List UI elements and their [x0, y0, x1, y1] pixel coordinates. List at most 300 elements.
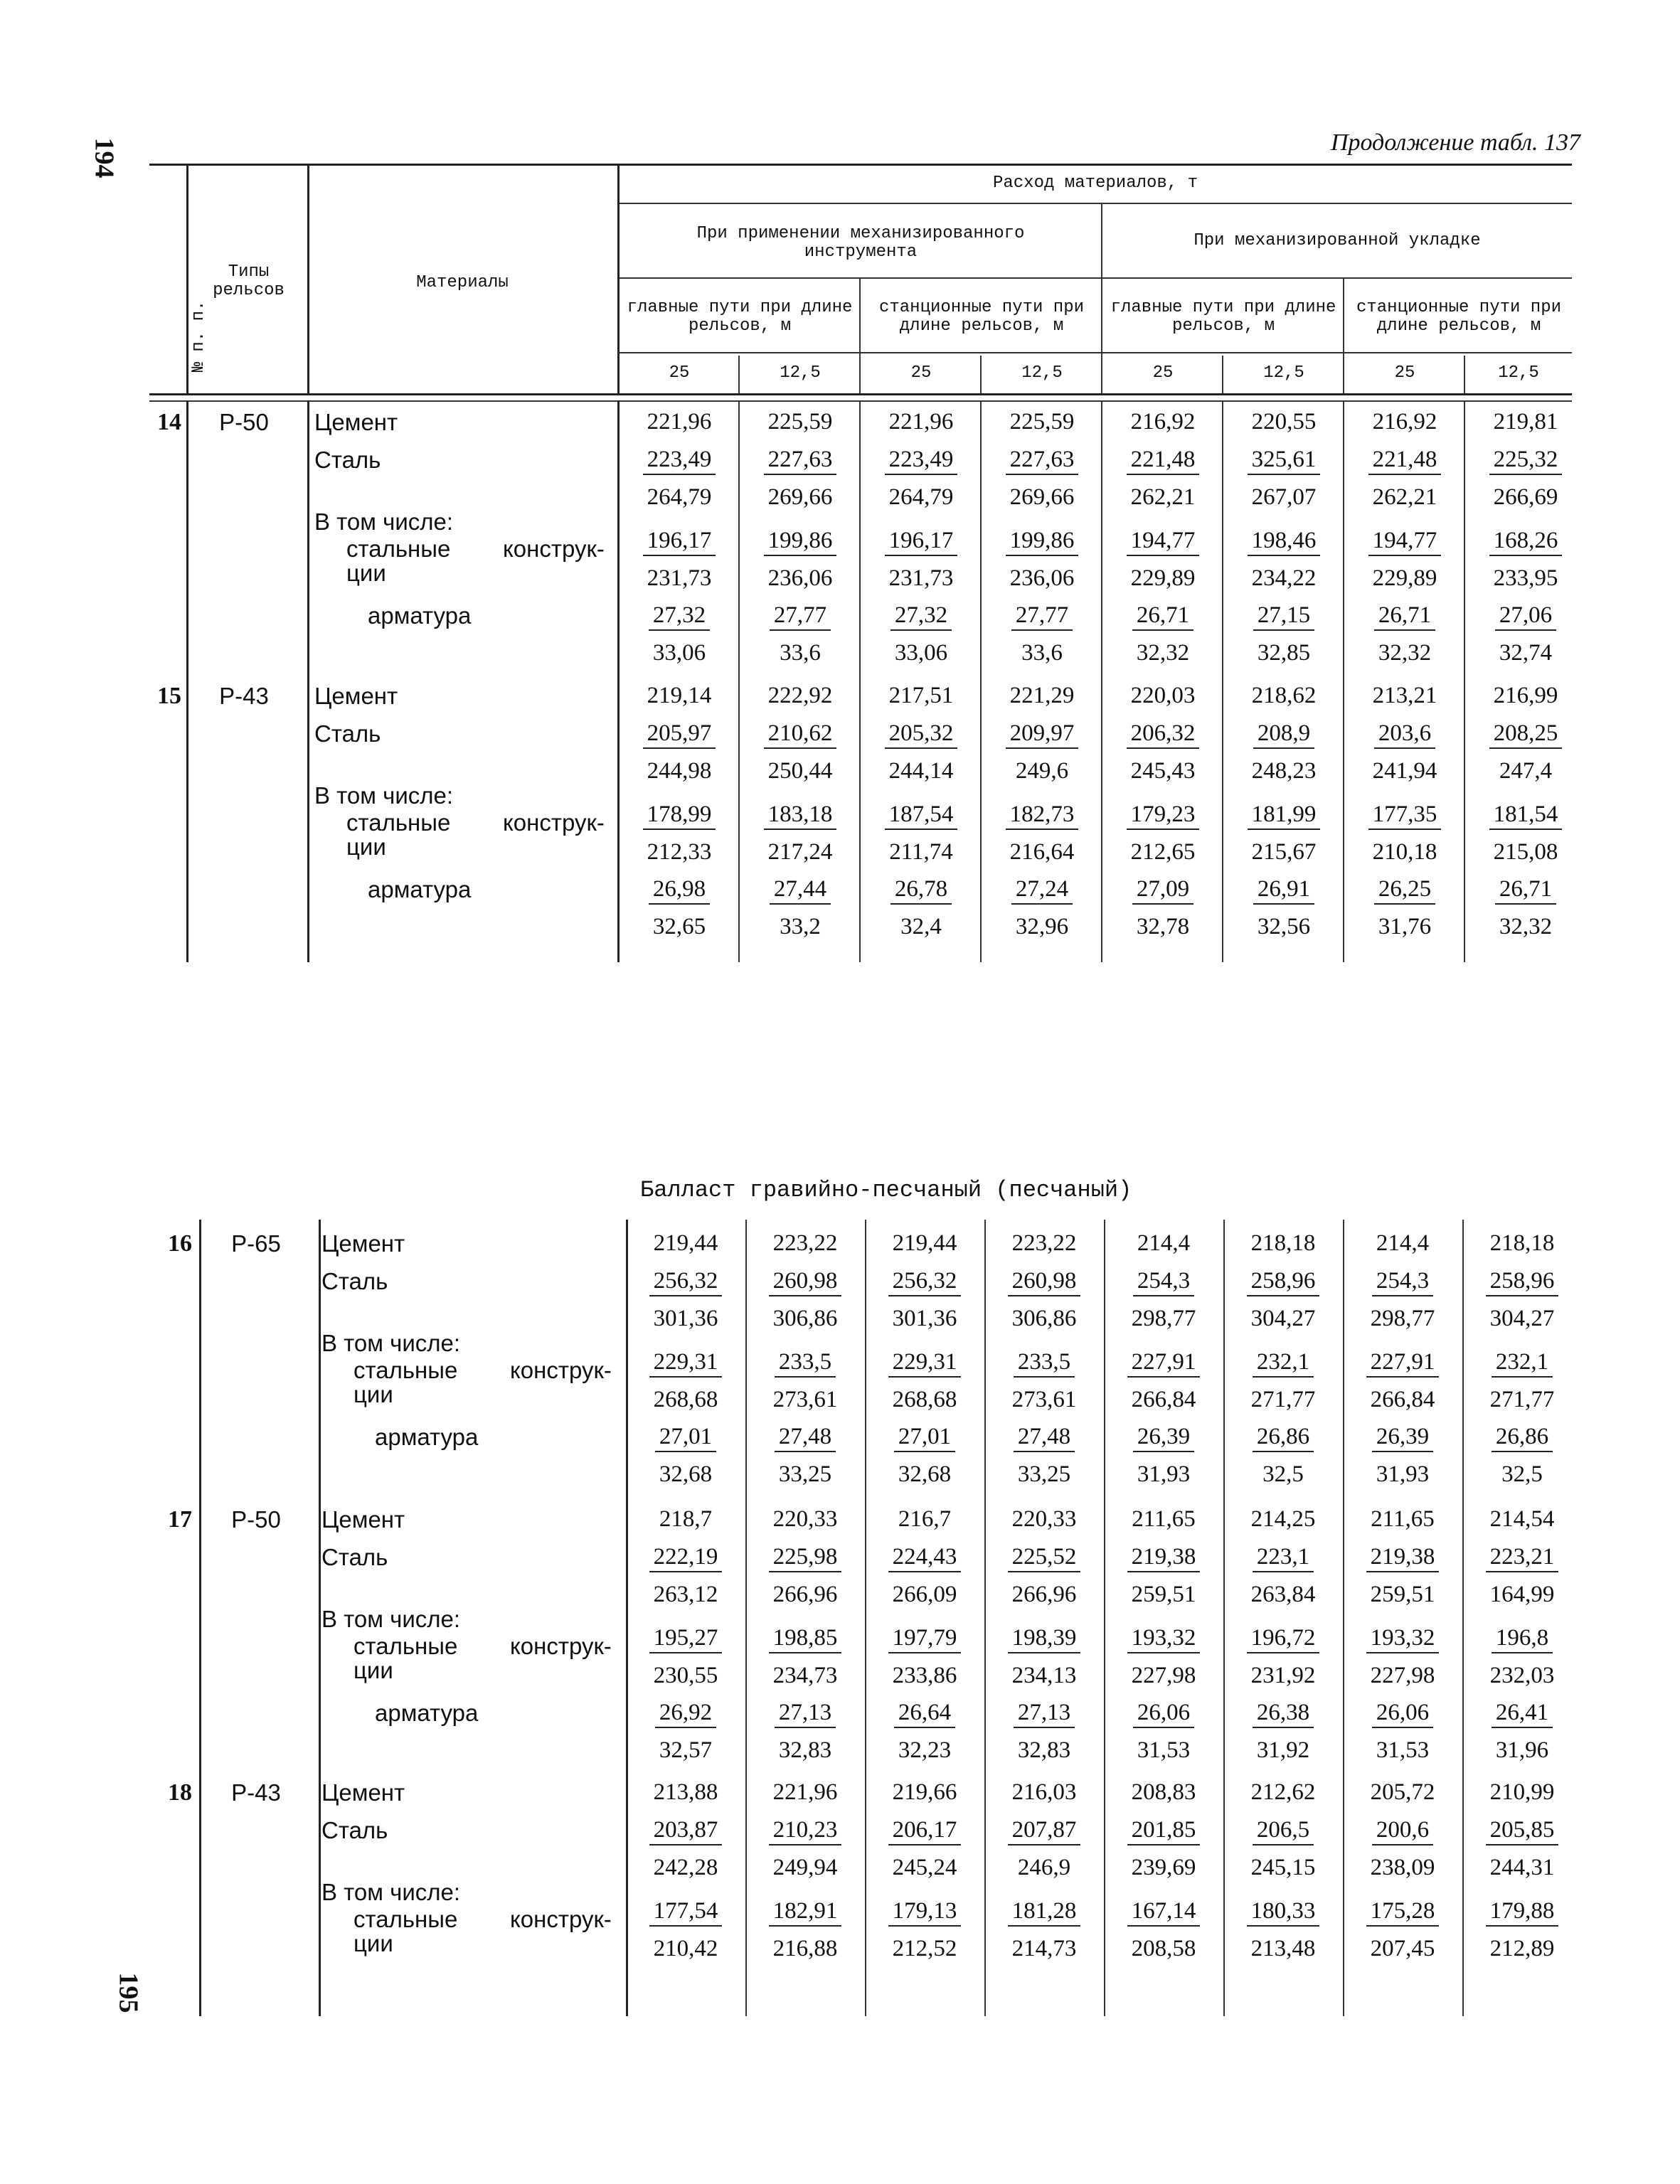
table-cell: [865, 1737, 984, 1764]
cell-value: 26,86: [1253, 1424, 1314, 1452]
material-steel-struct: стальные: [353, 1633, 458, 1659]
table-cell: [740, 876, 861, 902]
table-cell: [1223, 914, 1344, 940]
cell-value: 304,27: [1489, 1306, 1555, 1331]
table-cell: [1104, 1349, 1223, 1375]
table-cell: [861, 447, 982, 473]
table-cell: [984, 1700, 1104, 1726]
cell-value: 26,41: [1492, 1700, 1553, 1728]
cell-value: 222,19: [649, 1544, 723, 1572]
cell-value: 220,33: [772, 1506, 838, 1532]
cell-value: 211,74: [889, 839, 953, 865]
material-incl: В том числе:: [314, 782, 454, 809]
cell-value: 239,69: [1131, 1855, 1196, 1880]
cell-value: 32,65: [652, 914, 706, 939]
row-number: 14: [157, 409, 181, 435]
table-cell: [619, 484, 740, 511]
sub-station-b: станционные пути при длине рельсов, м: [1356, 298, 1562, 336]
material-incl: В том числе:: [314, 508, 454, 535]
vline-c10: [1462, 1220, 1464, 2016]
cell-value: 214,54: [1489, 1506, 1555, 1532]
len-25-3: 25: [1152, 363, 1174, 383]
table-cell: [1223, 484, 1344, 511]
material-steel-struct: стальные: [353, 1906, 458, 1932]
table-cell: [619, 528, 740, 554]
cell-value: 227,98: [1370, 1663, 1435, 1688]
table-cell: [1343, 1268, 1462, 1294]
material-cement: Цемент: [321, 1779, 405, 1806]
col-rail-header: Типы рельсов: [213, 262, 285, 300]
table-cell: [745, 1506, 865, 1533]
table-cell: [626, 1461, 745, 1488]
table-cell: [1223, 839, 1344, 865]
table-cell: [1462, 1306, 1582, 1332]
table-cell: [865, 1779, 984, 1806]
cell-value: 212,62: [1250, 1779, 1316, 1805]
table-cell: [745, 1268, 865, 1294]
rail-type: Р-50: [219, 409, 269, 435]
table-cell: [861, 683, 982, 709]
table-cell: [626, 1230, 745, 1257]
table-cell: [984, 1898, 1104, 1924]
cell-value: 27,13: [1014, 1700, 1075, 1728]
cell-value: 233,86: [892, 1663, 957, 1688]
cell-value: 221,96: [888, 409, 954, 435]
cell-value: 298,77: [1370, 1306, 1435, 1331]
table-cell: [865, 1544, 984, 1570]
table-cell: [865, 1230, 984, 1257]
cell-value: 227,91: [1127, 1349, 1201, 1378]
table-cell: [865, 1306, 984, 1332]
cell-value: 210,99: [1489, 1779, 1555, 1805]
cell-value: 180,33: [1247, 1898, 1320, 1927]
table-cell: [982, 565, 1102, 592]
table-cell: [1462, 1461, 1582, 1488]
cell-value: 306,86: [772, 1306, 838, 1331]
table-cell: [1223, 409, 1344, 435]
table-cell: [984, 1737, 1104, 1764]
cell-value: 33,25: [1017, 1461, 1071, 1487]
cell-value: 31,93: [1137, 1461, 1191, 1487]
table-cell: [1102, 683, 1223, 709]
material-incl: В том числе:: [321, 1330, 461, 1356]
material-struct-end: ции: [353, 1381, 393, 1407]
table-cell: [1102, 602, 1223, 629]
cell-value: 264,79: [647, 484, 712, 510]
cell-value: 266,84: [1370, 1387, 1435, 1412]
table-cell: [1343, 1306, 1462, 1332]
cell-value: 33,6: [1021, 640, 1063, 666]
cell-value: 33,25: [778, 1461, 832, 1487]
table-cell: [619, 720, 740, 747]
material-cement: Цемент: [314, 683, 398, 709]
table-cell: [984, 1461, 1104, 1488]
table-cell: [1343, 1506, 1462, 1533]
table-cell: [626, 1700, 745, 1726]
table-cell: [984, 1936, 1104, 1962]
table-cell: [1223, 876, 1344, 902]
cell-value: 245,43: [1130, 758, 1196, 784]
table-cell: [1344, 801, 1465, 828]
cell-value: 254,3: [1133, 1268, 1194, 1296]
table-cell: [982, 801, 1102, 828]
cell-value: 236,06: [1009, 565, 1075, 591]
cell-value: 181,99: [1248, 801, 1321, 830]
cell-value: 229,89: [1372, 565, 1437, 591]
header-rule-2a: [619, 277, 1102, 279]
cell-value: 210,23: [769, 1817, 842, 1845]
table-cell: [861, 409, 982, 435]
cell-value: 262,21: [1130, 484, 1196, 510]
rail-type: Р-50: [231, 1506, 281, 1533]
table-cell: [745, 1387, 865, 1413]
table-cell: [1465, 801, 1586, 828]
material-struct-suffix: конструк-: [503, 536, 605, 562]
table-cell: [1343, 1230, 1462, 1257]
cell-value: 219,66: [892, 1779, 957, 1805]
table-cell: [982, 528, 1102, 554]
cell-value: 258,96: [1486, 1268, 1559, 1296]
cell-value: 33,06: [652, 640, 706, 666]
cell-value: 259,51: [1131, 1582, 1196, 1607]
table-cell: [861, 876, 982, 902]
vline-c4: [745, 1220, 747, 2016]
table-cell: [1465, 447, 1586, 473]
cell-value: 216,99: [1493, 683, 1558, 708]
table-cell: [1223, 1306, 1343, 1332]
cell-value: 179,23: [1127, 801, 1200, 830]
table-cell: [1223, 1700, 1343, 1726]
cell-value: 220,55: [1251, 409, 1317, 435]
table-cell: [626, 1663, 745, 1689]
cell-value: 177,54: [649, 1898, 723, 1927]
table-cell: [865, 1461, 984, 1488]
table-cell: [984, 1306, 1104, 1332]
table-cell: [1223, 683, 1344, 709]
table-cell: [861, 801, 982, 828]
material-rebar: арматура: [375, 1700, 479, 1726]
cell-value: 194,77: [1368, 528, 1442, 556]
table-cell: [1343, 1461, 1462, 1488]
consumption-header: Расход материалов, т: [992, 174, 1198, 193]
cell-value: 211,65: [1132, 1506, 1196, 1532]
table-cell: [1344, 484, 1465, 511]
table-cell: [984, 1663, 1104, 1689]
material-steel: Сталь: [321, 1817, 388, 1843]
cell-value: 301,36: [892, 1306, 957, 1331]
table-cell: [1223, 758, 1344, 784]
cell-value: 32,32: [1378, 640, 1432, 666]
table-cell: [865, 1625, 984, 1651]
table-cell: [626, 1306, 745, 1332]
cell-value: 216,64: [1009, 839, 1075, 865]
cell-value: 26,71: [1132, 602, 1193, 631]
cell-value: 26,64: [894, 1700, 955, 1728]
table-cell: [1344, 914, 1465, 940]
cell-value: 245,15: [1250, 1855, 1316, 1880]
cell-value: 248,23: [1251, 758, 1317, 784]
vline-c1: [199, 1220, 201, 2016]
cell-value: 221,29: [1009, 683, 1075, 708]
table-cell: [1465, 640, 1586, 666]
table-cell: [1104, 1663, 1223, 1689]
cell-value: 218,18: [1489, 1230, 1555, 1256]
cell-value: 33,6: [780, 640, 821, 666]
table-cell: [1344, 758, 1465, 784]
cell-value: 187,54: [885, 801, 958, 830]
table-cell: [1102, 758, 1223, 784]
cell-value: 219,81: [1493, 409, 1558, 435]
table-cell: [626, 1817, 745, 1843]
cell-value: 233,5: [1014, 1349, 1075, 1378]
cell-value: 223,49: [885, 447, 958, 475]
table-cell: [982, 914, 1102, 940]
table-cell: [619, 839, 740, 865]
cell-value: 199,86: [1006, 528, 1079, 556]
table-cell: [1465, 839, 1586, 865]
table-cell: [745, 1855, 865, 1881]
row-number: 15: [157, 683, 181, 709]
cell-value: 244,98: [647, 758, 712, 784]
table-cell: [1343, 1817, 1462, 1843]
table-cell: [626, 1349, 745, 1375]
cell-value: 178,99: [643, 801, 716, 830]
cell-value: 262,21: [1372, 484, 1437, 510]
table-cell: [1343, 1349, 1462, 1375]
table-cell: [626, 1544, 745, 1570]
table-cell: [745, 1700, 865, 1726]
cell-value: 203,87: [649, 1817, 723, 1845]
body-top-rule: [149, 400, 1572, 402]
cell-value: 214,4: [1137, 1230, 1191, 1256]
cell-value: 209,97: [1006, 720, 1079, 749]
cell-value: 32,5: [1501, 1461, 1543, 1487]
cell-value: 268,68: [653, 1387, 718, 1412]
table-cell: [1104, 1424, 1223, 1450]
cell-value: 27,48: [775, 1424, 836, 1452]
table-cell: [861, 565, 982, 592]
table-cell: [1343, 1936, 1462, 1962]
table-cell: [982, 683, 1102, 709]
table-cell: [1462, 1268, 1582, 1294]
cell-value: 256,32: [888, 1268, 962, 1296]
table-cell: [1102, 914, 1223, 940]
table-cell: [1465, 528, 1586, 554]
material-incl: В том числе:: [321, 1606, 461, 1632]
cell-value: 273,61: [772, 1387, 838, 1412]
page-number-top: 194: [89, 137, 119, 179]
table-cell: [865, 1268, 984, 1294]
table-cell: [1462, 1544, 1582, 1570]
table-cell: [740, 758, 861, 784]
vline-c7: [1104, 1220, 1105, 2016]
cell-value: 32,4: [900, 914, 942, 939]
rail-type: Р-65: [231, 1230, 281, 1257]
table-cell: [1462, 1737, 1582, 1764]
table-cell: [861, 758, 982, 784]
vline-c3: [626, 1220, 628, 2016]
cell-value: 229,89: [1130, 565, 1196, 591]
cell-value: 223,22: [1011, 1230, 1077, 1256]
table-cell: [626, 1625, 745, 1651]
table-cell: [1104, 1506, 1223, 1533]
table-cell: [1465, 484, 1586, 511]
cell-value: 221,48: [1368, 447, 1442, 475]
table-cell: [1223, 1779, 1343, 1806]
cell-value: 221,96: [772, 1779, 838, 1805]
cell-value: 32,23: [898, 1737, 952, 1763]
cell-value: 194,77: [1127, 528, 1200, 556]
table-cell: [1102, 801, 1223, 828]
cell-value: 232,1: [1492, 1349, 1553, 1378]
material-struct-suffix: конструк-: [510, 1633, 612, 1659]
table-cell: [745, 1779, 865, 1806]
cell-value: 218,7: [659, 1506, 713, 1532]
table-cell: [1465, 876, 1586, 902]
cell-value: 179,88: [1486, 1898, 1559, 1927]
table-cell: [865, 1582, 984, 1608]
cell-value: 221,96: [647, 409, 712, 435]
table-cell: [626, 1268, 745, 1294]
table-cell: [1344, 683, 1465, 709]
table-cell: [745, 1306, 865, 1332]
cell-value: 26,71: [1495, 876, 1556, 905]
cell-value: 225,98: [769, 1544, 842, 1572]
table-cell: [1465, 720, 1586, 747]
table-cell: [984, 1582, 1104, 1608]
table-cell: [1104, 1625, 1223, 1651]
table-cell: [740, 528, 861, 554]
table-cell: [619, 447, 740, 473]
cell-value: 27,01: [655, 1424, 716, 1452]
table-cell: [619, 914, 740, 940]
cell-value: 244,14: [888, 758, 954, 784]
cell-value: 271,77: [1489, 1387, 1555, 1412]
cell-value: 200,6: [1372, 1817, 1433, 1845]
cell-value: 223,22: [772, 1230, 838, 1256]
cell-value: 197,79: [888, 1625, 962, 1653]
table-cell: [1223, 1349, 1343, 1375]
table-cell: [865, 1855, 984, 1881]
cell-value: 216,03: [1011, 1779, 1077, 1805]
table-cell: [1462, 1663, 1582, 1689]
table-cell: [1462, 1424, 1582, 1450]
table-cell: [626, 1855, 745, 1881]
material-steel-struct: стальные: [353, 1357, 458, 1383]
cell-value: 219,38: [1366, 1544, 1440, 1572]
header-rule-1: [619, 203, 1572, 204]
cell-value: 201,85: [1127, 1817, 1201, 1845]
material-struct-end: ции: [346, 560, 386, 586]
table-cell: [619, 683, 740, 709]
table-cell: [982, 602, 1102, 629]
cell-value: 218,62: [1251, 683, 1317, 708]
table-cell: [865, 1506, 984, 1533]
cell-value: 219,44: [892, 1230, 957, 1256]
cell-value: 196,17: [643, 528, 716, 556]
cell-value: 263,12: [653, 1582, 718, 1607]
table-cell: [1344, 447, 1465, 473]
cell-value: 269,66: [1009, 484, 1075, 510]
table-cell: [1343, 1855, 1462, 1881]
table-cell: [626, 1779, 745, 1806]
table-cell: [1223, 1625, 1343, 1651]
table-cell: [1102, 447, 1223, 473]
cell-value: 211,65: [1371, 1506, 1435, 1532]
material-struct-suffix: конструк-: [503, 809, 605, 836]
cell-value: 229,31: [649, 1349, 723, 1378]
cell-value: 207,87: [1008, 1817, 1081, 1845]
cell-value: 27,48: [1014, 1424, 1075, 1452]
cell-value: 217,24: [767, 839, 833, 865]
material-struct-suffix: конструк-: [510, 1357, 612, 1383]
cell-value: 26,06: [1372, 1700, 1433, 1728]
cell-value: 219,38: [1127, 1544, 1201, 1572]
cell-value: 32,96: [1015, 914, 1069, 939]
cell-value: 258,96: [1247, 1268, 1320, 1296]
cell-value: 31,76: [1378, 914, 1432, 939]
cell-value: 232,1: [1253, 1349, 1314, 1378]
cell-value: 249,6: [1015, 758, 1069, 784]
cell-value: 26,71: [1374, 602, 1435, 631]
table-cell: [1465, 683, 1586, 709]
cell-value: 225,52: [1008, 1544, 1081, 1572]
cell-value: 198,39: [1008, 1625, 1081, 1653]
table-cell: [1102, 640, 1223, 666]
material-steel-struct: стальные: [346, 809, 451, 836]
table-cell: [740, 914, 861, 940]
group-b-header: При механизированной укладке: [1193, 231, 1481, 250]
cell-value: 27,32: [649, 602, 710, 631]
table-cell: [740, 839, 861, 865]
table-cell: [1104, 1855, 1223, 1881]
cell-value: 222,92: [767, 683, 833, 708]
header-rule-2b: [1102, 277, 1572, 279]
len-25-2: 25: [910, 363, 932, 383]
table-cell: [1344, 640, 1465, 666]
table-cell: [1223, 1387, 1343, 1413]
table-cell: [1223, 1817, 1343, 1843]
cell-value: 181,54: [1489, 801, 1563, 830]
table-cell: [982, 839, 1102, 865]
cell-value: 254,3: [1372, 1268, 1433, 1296]
table-cell: [1462, 1817, 1582, 1843]
rail-type: Р-43: [231, 1779, 281, 1806]
table-cell: [745, 1817, 865, 1843]
cell-value: 212,33: [647, 839, 712, 865]
cell-value: 198,46: [1248, 528, 1321, 556]
table-cell: [1223, 602, 1344, 629]
table-cell: [982, 758, 1102, 784]
len-25-1: 25: [669, 363, 690, 383]
cell-value: 213,21: [1372, 683, 1437, 708]
cell-value: 33,06: [894, 640, 948, 666]
cell-value: 26,78: [890, 876, 952, 905]
cell-value: 199,86: [764, 528, 837, 556]
table-cell: [984, 1817, 1104, 1843]
table-cell: [982, 876, 1102, 902]
cell-value: 271,77: [1250, 1387, 1316, 1412]
cell-value: 26,06: [1133, 1700, 1194, 1728]
cell-value: 212,52: [892, 1936, 957, 1961]
table-cell: [982, 447, 1102, 473]
material-struct-end: ции: [353, 1930, 393, 1956]
cell-value: 32,78: [1136, 914, 1190, 939]
material-rebar: арматура: [368, 876, 472, 902]
cell-value: 264,79: [888, 484, 954, 510]
cell-value: 183,18: [764, 801, 837, 830]
cell-value: 245,24: [892, 1855, 957, 1880]
